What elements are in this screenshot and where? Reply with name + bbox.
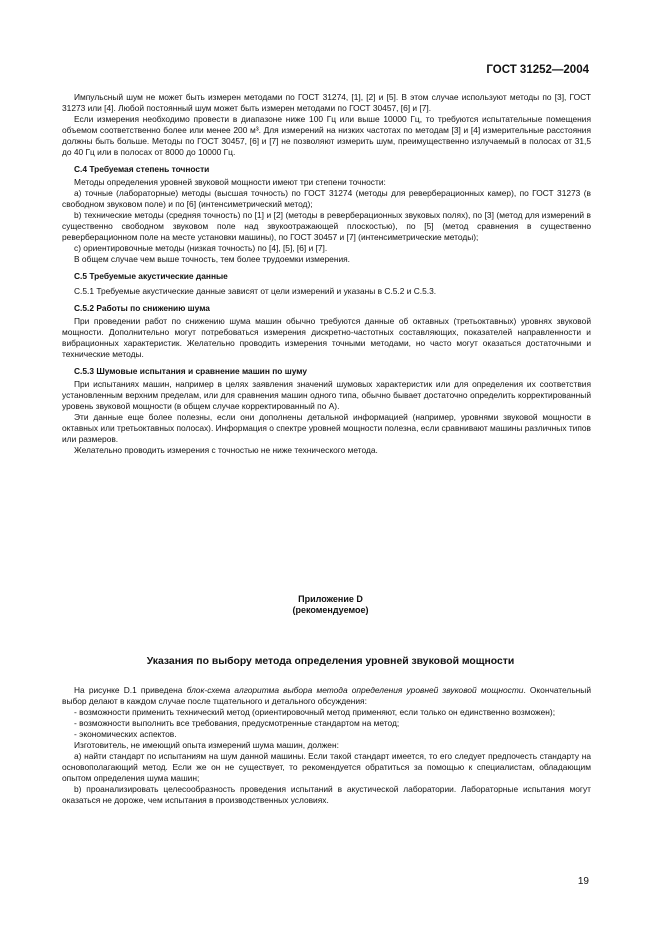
appendix-label: Приложение D — [298, 594, 363, 604]
appendix-paragraph-2: Изготовитель, не имеющий опыта измерений шума машин, должен: — [74, 740, 339, 750]
section-c4-outro: В общем случае чем выше точность, тем более трудоемки измерения. — [74, 254, 350, 264]
appendix-heading — [0, 594, 661, 616]
paragraph-frequency-range: Если измерения необходимо провести в диапазоне ниже 100 Гц или выше 10000 Гц, то требуются испытательные помещения объемом соответственно более или менее 200 м³. Для измерений на низких частотах по методам [3] и [4] измерительные расстояния должны быть больше. Методы по ГОСТ 30457, [6] и [7] не позволяют измерить шум, преимущественно излучаемый в полосах от 31,5 до 40 Гц или в полосах от 8000 до 10000 Гц. — [62, 114, 591, 157]
appendix-paragraph-1 — [62, 685, 591, 707]
section-c53-paragraph-1: При испытаниях машин, например в целях заявления значений шумовых характеристик или для определения их соответствия установленным верхним пределам, или для сравнения машин одного типа, обычно бывает достаточно определить корректированный уровень звуковой мощности (в общем случае корректированный по А). — [62, 379, 591, 411]
section-c4-item-b: b) технические методы (средняя точность) по [1] и [2] (методы в реверберационных звуковых полях), по [3] (метод для измерений в существенно свободном звуковом поле над звукоотражающей плоскостью), по [5] (метод сравнения в существенно реверберационном поле на месте установки машины), по ГОСТ 30457 и [7] (интенсиметрические методы); — [62, 210, 591, 242]
section-c5-title: С.5 Требуемые акустические данные — [74, 271, 228, 281]
appendix-p1-prefix: На рисунке D.1 приведена — [74, 685, 187, 695]
main-content — [62, 92, 591, 456]
appendix-bullet-1: - возможности применить технический метод (ориентировочный метод применяют, если только он единственно возможен); — [74, 707, 556, 717]
section-c52-title: С.5.2 Работы по снижению шума — [74, 303, 210, 313]
appendix-item-b: b) проанализировать целесообразность проведения испытаний в акустической лаборатории. Лабораторные испытания могут оказаться не дороже, чем испытания в производственных условиях. — [62, 784, 591, 805]
appendix-p1-suffix: . Окончательный выбор делают в каждом случае после тщательного и детального обсуждения: — [62, 685, 591, 706]
section-c51-text: С.5.1 Требуемые акустические данные зависят от цели измерений и указаны в С.5.2 и С.5.3. — [74, 286, 437, 296]
section-c4-item-c: с) ориентировочные методы (низкая точность) по [4], [5], [6] и [7]. — [74, 243, 328, 253]
section-c52-text: При проведении работ по снижению шума машин обычно требуются данные об октавных (третьоктавных) уровнях звуковой мощности. Дополнительно могут потребоваться измерения дискретно-частотных составляющих, показателей направленности и вибрационных характеристик. Желательно проводить измерения точными методами, но часто могут оказаться достаточными и технические методы. — [62, 316, 591, 359]
appendix-title: Указания по выбору метода определения уровней звуковой мощности — [146, 656, 515, 667]
section-c53-paragraph-3: Желательно проводить измерения с точностью не ниже технического метода. — [74, 445, 378, 455]
appendix-item-a: а) найти стандарт по испытаниям на шум данной машины. Если такой стандарт имеется, то его следует предпочесть стандарту на основополагающий метод. Если же он не существует, то рекомендуется обратиться за помощью к специалистам, обладающим опытом определения шума машин; — [62, 751, 591, 783]
section-c4-title: С.4 Требуемая степень точности — [74, 164, 210, 174]
section-c53-title: С.5.3 Шумовые испытания и сравнение машин по шуму — [74, 366, 307, 376]
appendix-content — [62, 685, 591, 806]
section-c53-paragraph-2: Эти данные еще более полезны, если они дополнены детальной информацией (например, уровнями звуковой мощности в октавных или третьоктавных полосах). Информация о спектре уровней мощности полезна, если сравнивают машины различных типов или размеров. — [62, 412, 591, 444]
section-c4-intro: Методы определения уровней звуковой мощности имеют три степени точности: — [74, 177, 386, 187]
paragraph-impulse-noise: Импульсный шум не может быть измерен методами по ГОСТ 31274, [1], [2] и [5]. В этом случае используют методы по [3], ГОСТ 31273 или [4]. Любой постоянный шум может быть измерен методами по ГОСТ 30457, [6] и [7]. — [62, 92, 591, 113]
appendix-p1-italic: блок-схема алгоритма выбора метода определения уровней звуковой мощности — [186, 685, 524, 695]
document-id-header: ГОСТ 31252—2004 — [486, 64, 589, 76]
appendix-status: (рекомендуемое) — [292, 605, 369, 615]
appendix-bullet-2: - возможности выполнить все требования, предусмотренные стандартом на метод; — [74, 718, 400, 728]
section-c4-item-a: а) точные (лабораторные) методы (высшая точность) по ГОСТ 31274 (методы для реверберационных камер), по ГОСТ 31273 (в свободном звуковом поле) и по [6] (интенсиметрический метод); — [62, 188, 591, 209]
appendix-bullet-3: - экономических аспектов. — [74, 729, 177, 739]
page-number: 19 — [577, 876, 589, 887]
